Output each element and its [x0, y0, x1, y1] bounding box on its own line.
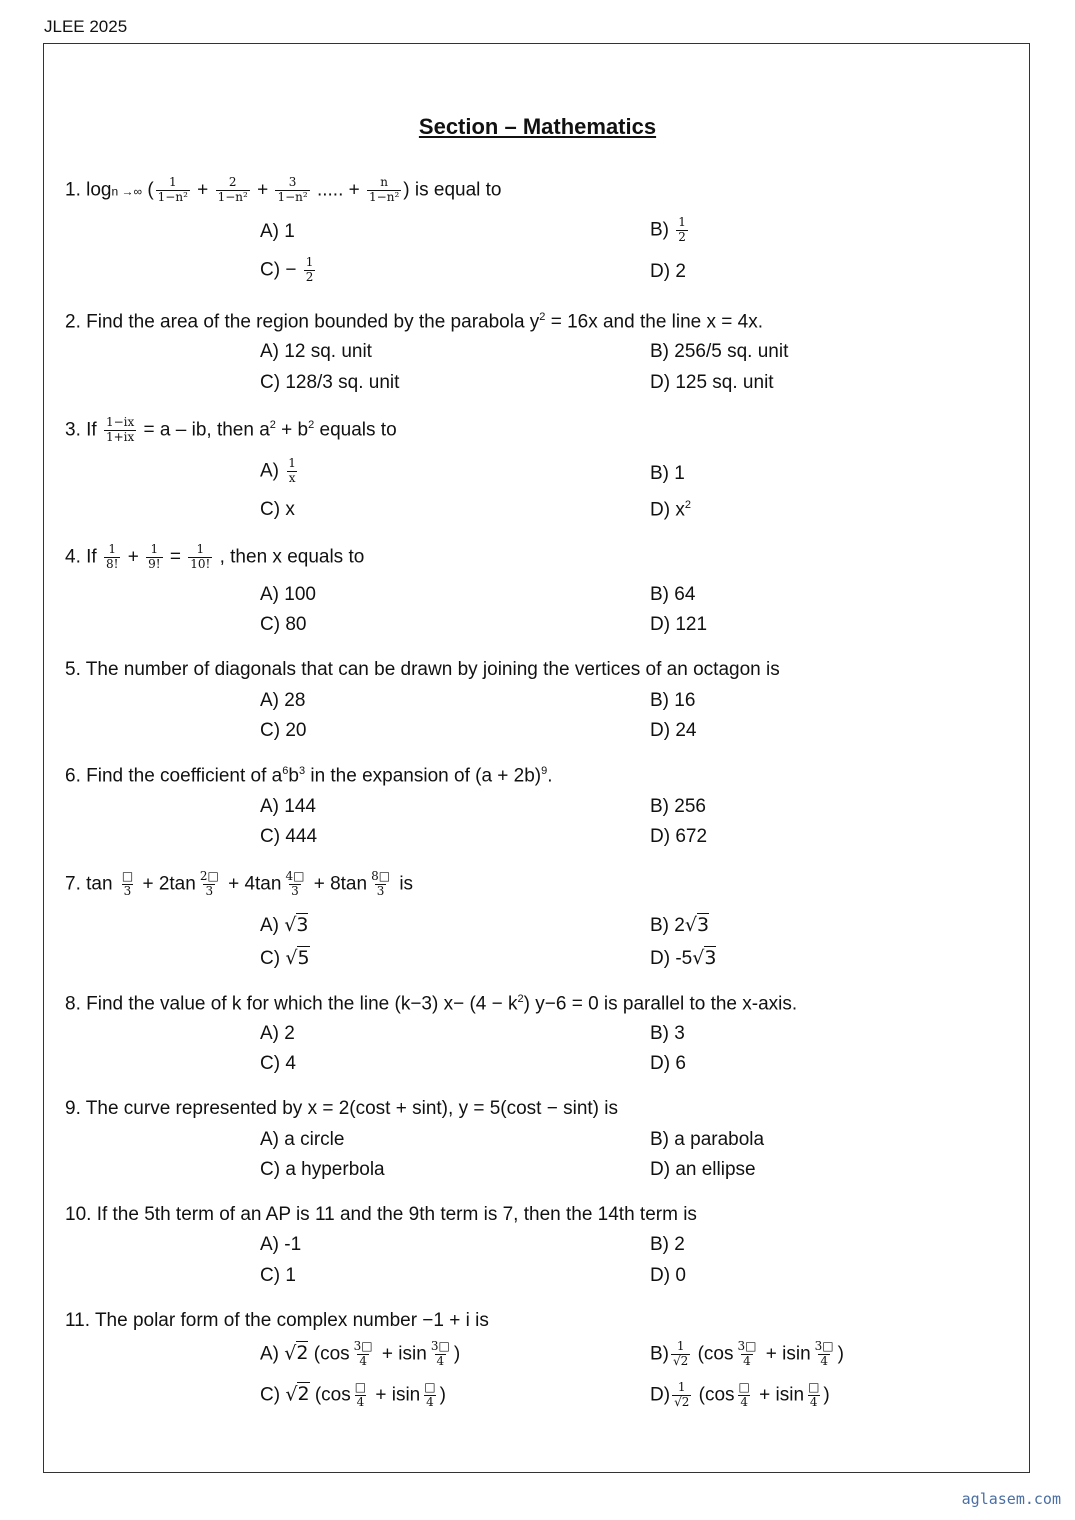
- q4-option-a: A) 100: [260, 584, 316, 605]
- question-4: 4. If $\frac{1}{8!}$ + $\frac{1}{9!}$ = $\frac{1}{10!}$ , then x equals to: [65, 542, 365, 571]
- question-11: 11. The polar form of the complex number −1 + i is: [65, 1310, 489, 1331]
- q11-option-c: C) √2 (cos $\frac{□}{4}$ + isin $\frac{□}{4}$ ): [260, 1380, 446, 1409]
- question-10: 10. If the 5th term of an AP is 11 and the 9th term is 7, then the 14th term is: [65, 1204, 697, 1225]
- q8-option-c: C) 4: [260, 1053, 296, 1074]
- q4-option-b: B) 64: [650, 584, 696, 605]
- question-9: 9. The curve represented by x = 2(cost + sint), y = 5(cost − sint) is: [65, 1098, 619, 1119]
- q4-option-d: D) 121: [650, 614, 708, 635]
- question-2: 2. Find the area of the region bounded by the parabola $y^2 = 16x$ and the line x = 4x.: [65, 311, 764, 333]
- q6-option-c: C) 444: [260, 826, 318, 847]
- q9-option-a: A) a circle: [260, 1129, 345, 1150]
- q2-option-c: C) 128/3 sq. unit: [260, 372, 400, 393]
- q9-option-d: D) an ellipse: [650, 1159, 756, 1180]
- q7-option-c: C) √5: [260, 947, 310, 969]
- q2-option-d: D) 125 sq. unit: [650, 372, 774, 393]
- q1-option-b: B) $\frac{1}{2}$: [650, 215, 686, 244]
- q3-option-d: D) $x^2$: [650, 499, 691, 521]
- q11-option-b: B) $\frac{1}{√2}$ (cos $\frac{3□}{4}$ + isin $\frac{3□}{4}$ ): [650, 1339, 844, 1368]
- q4-option-c: C) 80: [260, 614, 307, 635]
- q1-option-a: A) 1: [260, 221, 295, 242]
- q7-option-a: A) √3: [260, 914, 309, 936]
- q6-option-a: A) 144: [260, 796, 316, 817]
- q8-option-a: A) 2: [260, 1023, 295, 1044]
- question-7: 7. tan $\frac{□}{3}$ + 2tan $\frac{2□}{3}$ + 4tan $\frac{4□}{3}$ + 8tan $\frac{8□}{3}$ is: [65, 869, 414, 898]
- q5-option-c: C) 20: [260, 720, 307, 741]
- q8-option-d: D) 6: [650, 1053, 686, 1074]
- q2-option-b: B) 256/5 sq. unit: [650, 341, 789, 362]
- q10-option-d: D) 0: [650, 1265, 686, 1286]
- footer-site-link[interactable]: aglasem.com: [961, 1490, 1061, 1508]
- q10-option-b: B) 2: [650, 1234, 685, 1255]
- question-3: 3. If $\frac{1-ix}{1+ix}$ = a – ib, then $a^2 + b^2$ equals to: [65, 415, 397, 444]
- q5-option-b: B) 16: [650, 690, 696, 711]
- q11-option-d: D) $\frac{1}{√2}$ (cos $\frac{□}{4}$ + isin $\frac{□}{4}$ ): [650, 1380, 830, 1409]
- q2-option-a: A) 12 sq. unit: [260, 341, 372, 362]
- q7-option-b: B) 2√3: [650, 914, 710, 936]
- q6-option-d: D) 672: [650, 826, 708, 847]
- q3-option-b: B) 1: [650, 463, 685, 484]
- q3-option-c: C) x: [260, 499, 295, 520]
- q1-option-c: C) − $\frac{1}{2}$: [260, 255, 314, 284]
- question-6: 6. Find the coefficient of $a^6b^3$ in the expansion of $(a + 2b)^9$.: [65, 765, 553, 787]
- question-5: 5. The number of diagonals that can be drawn by joining the vertices of an octagon is: [65, 659, 780, 680]
- question-8: 8. Find the value of k for which the line (k−3) $x- (4 - k^2)$ y−6 = 0 is parallel to the x-axis.: [65, 993, 798, 1015]
- q9-option-b: B) a parabola: [650, 1129, 765, 1150]
- q3-option-a: A) $\frac{1}{x}$: [260, 456, 296, 485]
- q11-option-a: A) √2 (cos $\frac{3□}{4}$ + isin $\frac{3□}{4}$ ): [260, 1339, 461, 1368]
- section-title: Section – Mathematics: [418, 114, 657, 139]
- question-1: 1. logn →∞ ( $\frac{1}{\text{1−n²}}$ + $\frac{2}{\text{1−n²}}$ + $\frac{3}{\text{1−n²}}$ ..... + $\frac{n}{\text{1−n²}}$ ) is equal to: [65, 175, 502, 204]
- q10-option-a: A) -1: [260, 1234, 302, 1255]
- q6-option-b: B) 256: [650, 796, 706, 817]
- q5-option-d: D) 24: [650, 720, 697, 741]
- q8-option-b: B) 3: [650, 1023, 685, 1044]
- page-frame: [43, 43, 1030, 1473]
- q7-option-d: D) -5√3: [650, 947, 717, 969]
- exam-header: JLEE 2025: [44, 17, 128, 36]
- q5-option-a: A) 28: [260, 690, 306, 711]
- q10-option-c: C) 1: [260, 1265, 296, 1286]
- q9-option-c: C) a hyperbola: [260, 1159, 385, 1180]
- q1-option-d: D) 2: [650, 261, 686, 282]
